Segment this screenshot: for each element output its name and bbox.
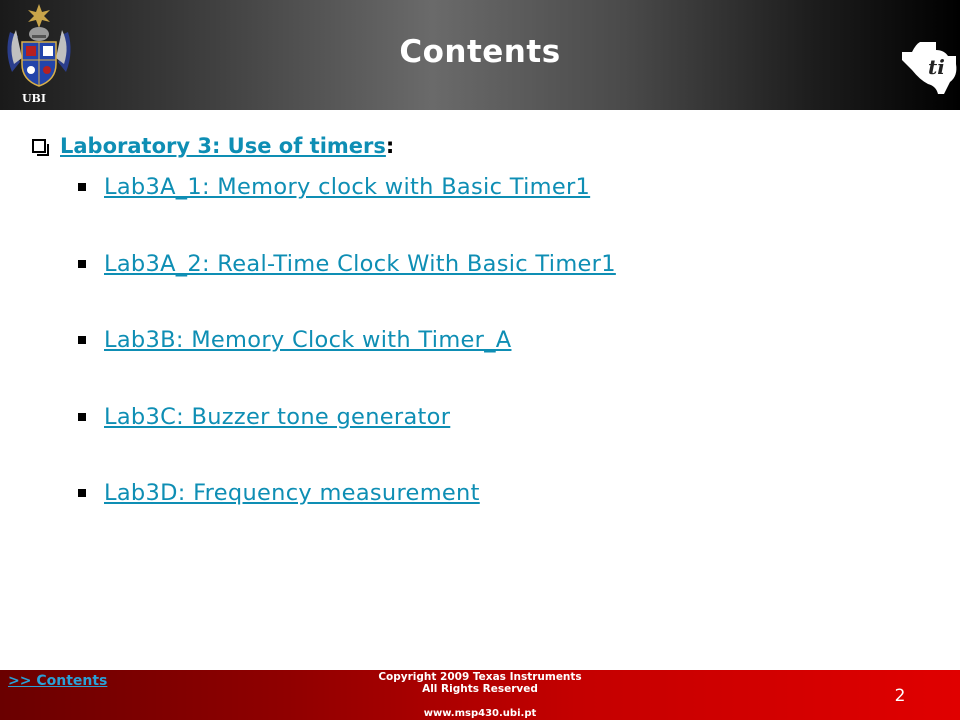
- sub-list-item: [78, 477, 480, 509]
- sub-list-item: [78, 401, 450, 433]
- copyright-line-1: Copyright 2009 Texas Instruments: [378, 671, 582, 683]
- lab3a-2-link[interactable]: Lab3A_2: Real-Time Clock With Basic Timer1: [104, 251, 616, 277]
- square-bullet-icon: [78, 260, 86, 268]
- square-bullet-icon: [78, 183, 86, 191]
- square-bullet-icon: [78, 413, 86, 421]
- sub-list-item: [78, 324, 511, 356]
- slide-title: Contents: [399, 34, 561, 70]
- slide-header: [0, 0, 960, 110]
- texas-instruments-logo-icon: [898, 40, 960, 96]
- lab3a-1-link[interactable]: Lab3A_1: Memory clock with Basic Timer1: [104, 174, 591, 200]
- sub-list-item: [78, 171, 590, 203]
- lab3b-link[interactable]: Lab3B: Memory Clock with Timer_A: [104, 327, 512, 353]
- copyright-notice: [330, 671, 630, 695]
- lab3d-link[interactable]: Lab3D: Frequency measurement: [104, 480, 480, 506]
- square-bullet-icon: [78, 336, 86, 344]
- lab3c-link[interactable]: Lab3C: Buzzer tone generator: [104, 404, 451, 430]
- ubi-logo-text: UBI: [21, 92, 47, 105]
- laboratory-3-link[interactable]: Laboratory 3: Use of timers: [60, 134, 386, 158]
- page-number: 2: [894, 686, 906, 706]
- checkbox-bullet-icon: [32, 139, 46, 153]
- slide-footer: [0, 670, 960, 720]
- website-text: www.msp430.ubi.pt: [423, 708, 537, 719]
- copyright-line-2: All Rights Reserved: [422, 683, 538, 695]
- main-item-suffix: :: [385, 134, 395, 158]
- svg-text:ti: ti: [928, 55, 945, 79]
- contents-nav-link[interactable]: >> Contents: [8, 673, 108, 689]
- square-bullet-icon: [78, 489, 86, 497]
- sub-list-item: [78, 248, 616, 280]
- main-list-item: [32, 131, 394, 161]
